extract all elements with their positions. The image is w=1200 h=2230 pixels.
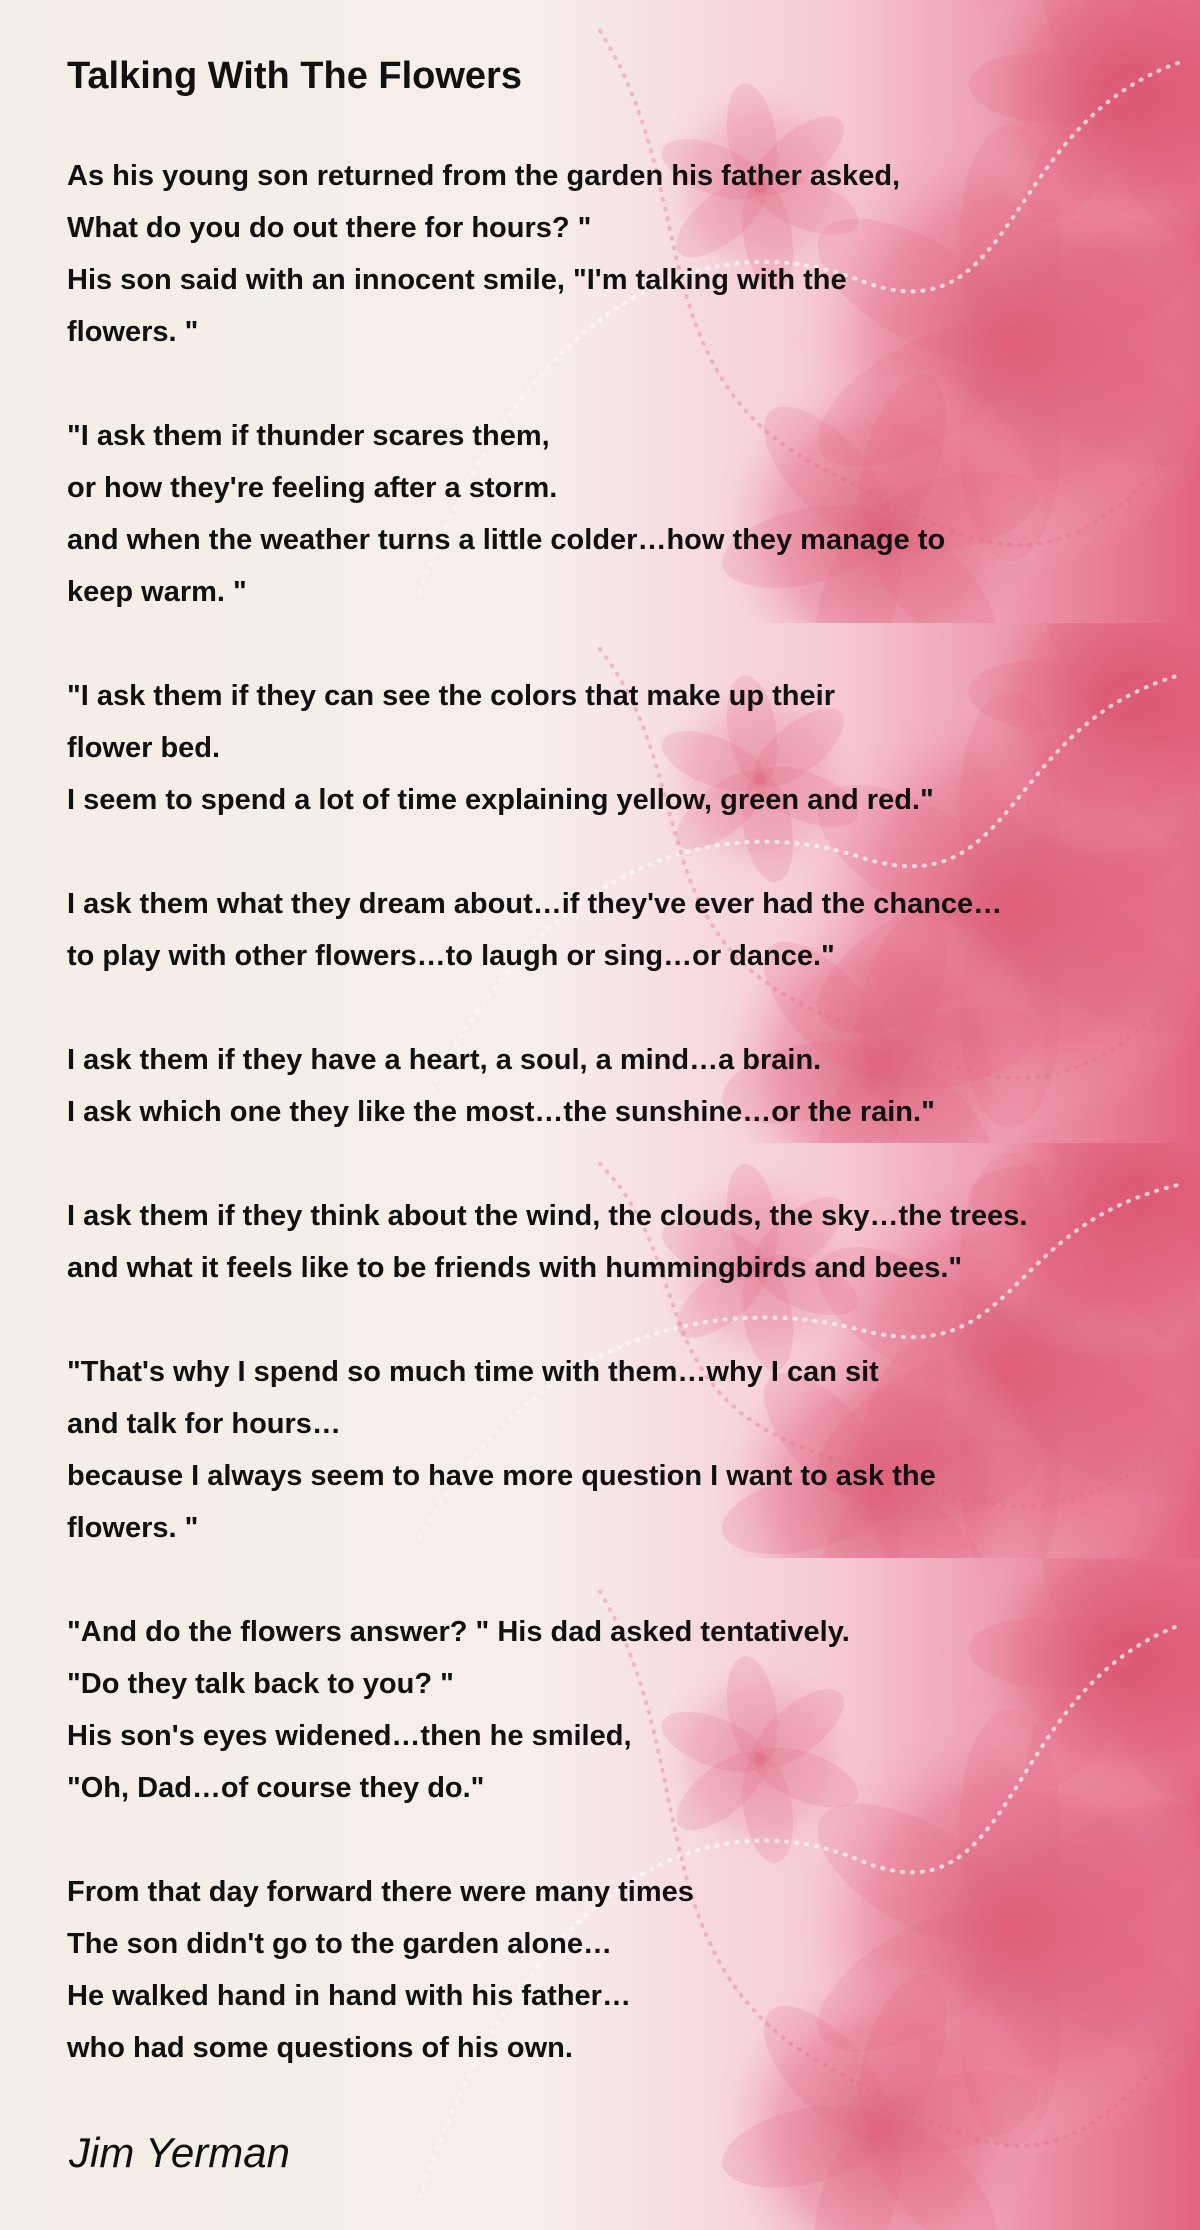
poem-line: I ask which one they like the most…the sunshine…or the rain.": [67, 1096, 935, 1128]
stanza-break: [67, 1554, 1187, 1606]
poem-line: "And do the flowers answer? " His dad asked tentatively.: [67, 1616, 850, 1648]
stanza-break: [67, 1814, 1187, 1866]
poem-line: "Do they talk back to you? ": [67, 1668, 454, 1700]
poem-title: Talking With The Flowers: [67, 55, 522, 97]
poem-line: "Oh, Dad…of course they do.": [67, 1772, 485, 1804]
stanza-break: [67, 982, 1187, 1034]
poem-body: [67, 150, 1187, 2074]
stanza-break: [67, 1138, 1187, 1190]
stanza-break: [67, 1294, 1187, 1346]
poem-line: What do you do out there for hours? ": [67, 212, 592, 244]
poem-line: flowers. ": [67, 1512, 199, 1544]
stanza-break: [67, 618, 1187, 670]
poem-line: From that day forward there were many times: [67, 1876, 694, 1908]
poem-line: who had some questions of his own.: [67, 2032, 573, 2064]
poem-line: because I always seem to have more question I want to ask the: [67, 1460, 936, 1492]
poem-line: I ask them if they think about the wind, the clouds, the sky…the trees.: [67, 1200, 1028, 1232]
poem-line: flower bed.: [67, 732, 221, 764]
poem-line: I ask them what they dream about…if they've ever had the chance…: [67, 888, 1003, 920]
poem-line: or how they're feeling after a storm.: [67, 472, 558, 504]
poem-line: His son said with an innocent smile, "I'm talking with the: [67, 264, 847, 296]
poem-line: His son's eyes widened…then he smiled,: [67, 1720, 632, 1752]
poem-author: Jim Yerman: [69, 2129, 290, 2176]
poem-line: As his young son returned from the garden his father asked,: [67, 160, 901, 192]
stanza-break: [67, 358, 1187, 410]
poem-line: I ask them if they have a heart, a soul, a mind…a brain.: [67, 1044, 822, 1076]
poem-line: "That's why I spend so much time with them…why I can sit: [67, 1356, 879, 1388]
poem-line: He walked hand in hand with his father…: [67, 1980, 631, 2012]
poem-line: and what it feels like to be friends with hummingbirds and bees.": [67, 1252, 963, 1284]
poem-line: "I ask them if thunder scares them,: [67, 420, 550, 452]
stanza-break: [67, 826, 1187, 878]
poem-line: to play with other flowers…to laugh or sing…or dance.": [67, 940, 835, 972]
poem-line: flowers. ": [67, 316, 199, 348]
poem-line: The son didn't go to the garden alone…: [67, 1928, 612, 1960]
poem-line: and when the weather turns a little colder…how they manage to: [67, 524, 946, 556]
poem-line: I seem to spend a lot of time explaining yellow, green and red.": [67, 784, 934, 816]
poem-line: "I ask them if they can see the colors that make up their: [67, 680, 835, 712]
poem-line: and talk for hours…: [67, 1408, 341, 1440]
poem-line: keep warm. ": [67, 576, 247, 608]
